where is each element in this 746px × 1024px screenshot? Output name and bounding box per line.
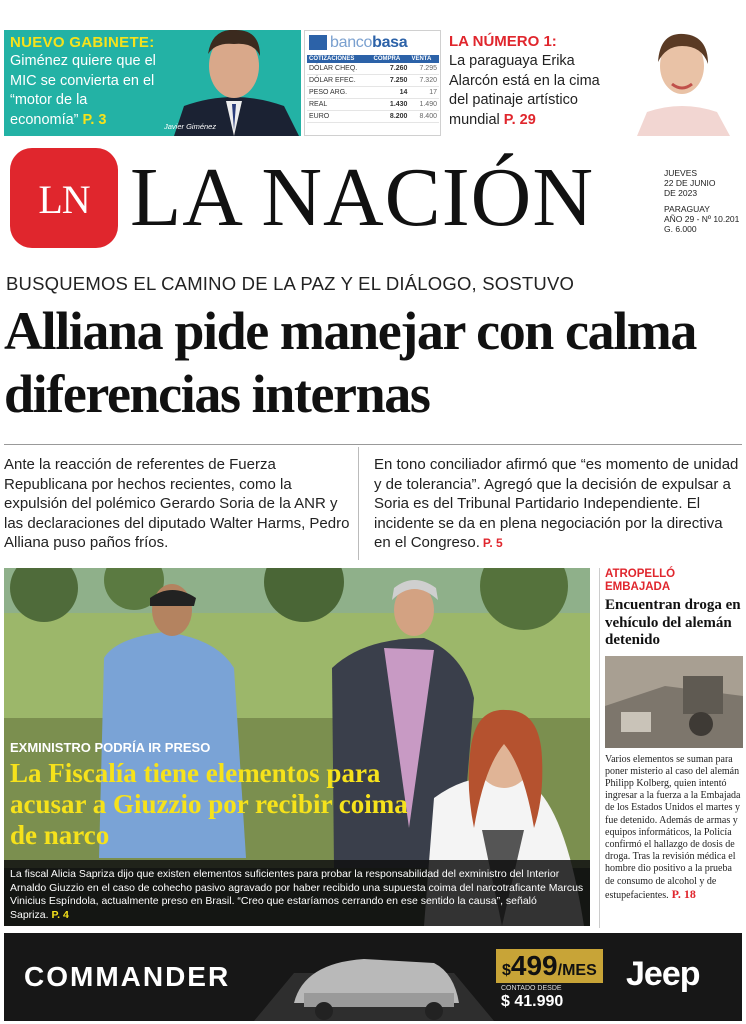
portrait-photo xyxy=(164,30,301,136)
table-row: DÓLAR EFEC. 7.250 7.320 xyxy=(307,75,439,87)
page-reference: P. 18 xyxy=(671,886,696,901)
page-reference: P. 4 xyxy=(51,908,69,921)
sidebar-headline[interactable]: Encuentran droga en vehículo del alemán detenido xyxy=(605,597,741,648)
year: DE 2023 xyxy=(664,188,698,198)
ad-price: $499/MES xyxy=(496,949,603,983)
exchange-rates-widget xyxy=(304,30,441,136)
lead-column-1: Ante la reacción de referentes de Fuerza Republicana por hechos recientes, como la expulsión del polémico Gerardo Soria de la ANR y las declaraciones del diputado Walter Harms, Pedro Alliana puso paños fríos. xyxy=(4,456,350,551)
lead-headline[interactable]: Alliana pide manejar con calma diferencias internas xyxy=(4,301,696,424)
table-row: DÓLAR CHEQ. 7.260 7.295 xyxy=(307,63,439,75)
teaser-gabinete[interactable] xyxy=(4,30,301,136)
lead-kicker: BUSQUEMOS EL CAMINO DE LA PAZ Y EL DIÁLOGO, SOSTUVO xyxy=(6,273,575,294)
table-row: REAL 1.430 1.490 xyxy=(307,99,439,111)
jeep-logo: Jeep xyxy=(626,955,700,993)
sidebar-story[interactable] xyxy=(605,568,743,928)
exchange-table xyxy=(307,55,439,123)
lead-column-2: En tono conciliador afirmó que “es momento de unidad y de tolerancia”. Agregó que la decisión de expulsar a Soria es del Tribunal Partidario Independiente. El incidente se da en plena negociación por la directiva en el Congreso. P. 5 xyxy=(374,456,739,551)
country: PARAGUAY xyxy=(664,204,710,214)
price: G. 6.000 xyxy=(664,224,697,234)
ln-logo[interactable]: LN xyxy=(10,148,118,248)
sidebar-body: Varios elementos se suman para poner misterio al caso del alemán Philipp Kolberg, quien intentó ingresar a la fuerza a la Embajada de los Estados Unidos el martes y fue detenido. Además de armas y equipos informáticos, la Policía confirmó el hallazgo de dosis de droga. Tras la revisión médica el hombre dio positivo a la prueba de consumo de alcohol y de estupefacientes. P. 18 xyxy=(605,753,741,901)
page-reference: P. 5 xyxy=(482,536,503,550)
header-venta: VENTA xyxy=(409,55,439,63)
date: 22 DE JUNIO xyxy=(664,178,716,188)
ad-contado-label: CONTADO DESDE xyxy=(501,985,562,992)
table-row: EURO 8.200 8.400 xyxy=(307,111,439,123)
divider xyxy=(4,444,742,445)
bank-logo: bancobasa xyxy=(309,34,407,52)
header-cotizaciones: COTIZACIONES xyxy=(307,55,372,63)
ad-contado-price: $ 41.990 xyxy=(501,993,564,1010)
weekday: JUEVES xyxy=(664,168,698,178)
teaser-text: La paraguaya Erika Alarcón está en la cima del patinaje artístico mundial P. 29 xyxy=(449,53,600,128)
photo-headline[interactable]: La Fiscalía tiene elementos para acusar a Giuzzio por recibir coima de narco xyxy=(10,758,408,850)
photo-kicker: EXMINISTRO PODRÍA IR PRESO xyxy=(10,740,211,755)
header-compra: COMPRA xyxy=(372,55,410,63)
edition-number: AÑO 29 - Nº 10.201 xyxy=(664,214,740,224)
sidebar-kicker: ATROPELLÓ EMBAJADA xyxy=(605,568,676,593)
jeep-ad[interactable] xyxy=(4,933,742,1021)
teaser-patinaje[interactable] xyxy=(444,30,742,136)
table-row: PESO ARG. 14 17 xyxy=(307,87,439,99)
column-divider xyxy=(599,568,600,928)
bank-logo-icon xyxy=(309,35,327,50)
ad-model: COMMANDER xyxy=(24,961,231,992)
vehicle-photo xyxy=(605,656,743,748)
column-divider xyxy=(358,447,359,560)
teaser-text: Giménez quiere que el MIC se convierta en el “motor de la economía” P. 3 xyxy=(10,53,156,128)
skater-photo xyxy=(622,30,742,136)
page-reference: P. 29 xyxy=(503,111,536,128)
photo-caption: Javier Giménez xyxy=(164,122,217,131)
newspaper-title: LA NACIÓN xyxy=(130,151,594,244)
photo-caption: La fiscal Alicia Sapriza dijo que existen elementos suficientes para probar la responsabilidad del exministro del Interior Arnaldo Giuzzio en el caso de cohecho pasivo agravado por haber recibido una supuesta coima del narcotraficante Marcus Vinicius Espíndola, actualmente preso en Brasil. “Creo que estaríamos cerrando en ese sentido la causa”, señaló Sapriza. P. 4 xyxy=(10,868,584,921)
teaser-kicker: LA NÚMERO 1: xyxy=(449,33,557,50)
teaser-kicker: NUEVO GABINETE: xyxy=(10,34,155,51)
edition-info xyxy=(664,168,739,234)
page-reference: P. 3 xyxy=(82,111,107,128)
photo-story[interactable] xyxy=(4,568,590,926)
